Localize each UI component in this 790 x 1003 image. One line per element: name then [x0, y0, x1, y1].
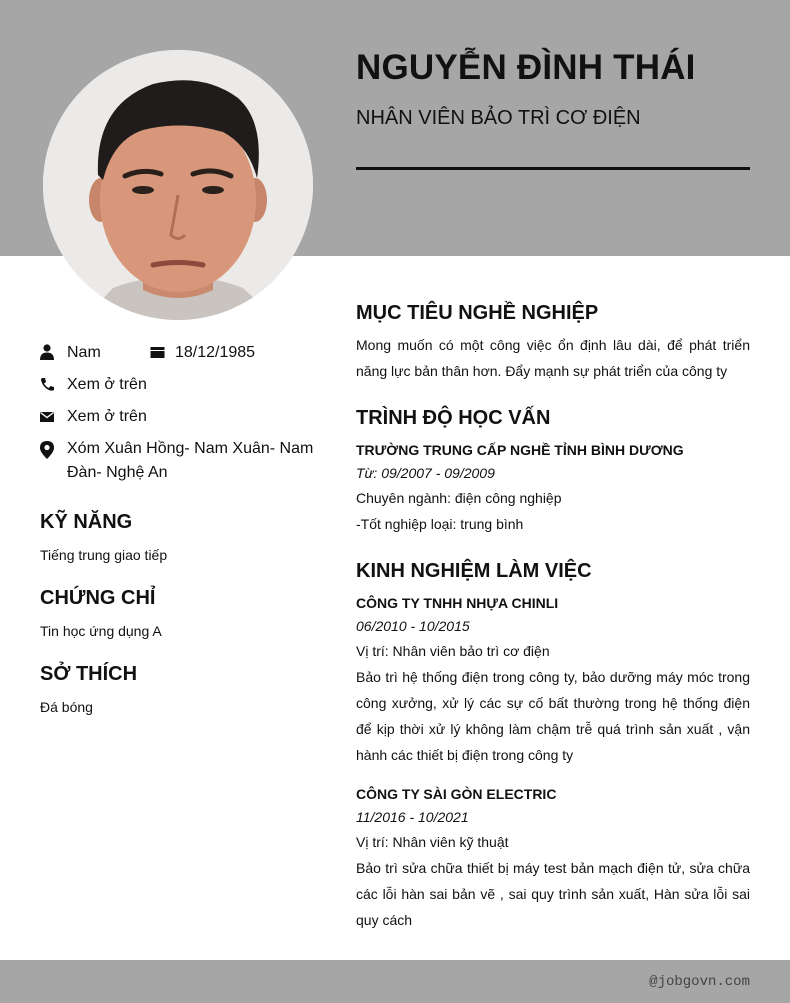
certificates-heading: CHỨNG CHỈ [40, 587, 156, 609]
job-dates: 06/2010 - 10/2015 [356, 618, 470, 634]
phone-icon [40, 376, 54, 392]
experience-heading: KINH NGHIỆM LÀM VIỆC [356, 560, 592, 582]
map-pin-icon [40, 441, 54, 459]
birthdate-value: 18/12/1985 [175, 344, 256, 361]
footer-credit: @jobgovn.com [649, 974, 750, 990]
job-company: CÔNG TY TNHH NHỰA CHINLI [356, 595, 559, 611]
objective-text: Mong muốn có một công việc ổn định lâu dài, để phát triển năng lực bản thân hơn. Đẩy mạnh sự phát triển của công ty [356, 337, 750, 379]
footer-band [0, 960, 790, 1003]
education-heading: TRÌNH ĐỘ HỌC VẤN [356, 407, 551, 429]
job-dates: 11/2016 - 10/2021 [356, 809, 469, 825]
job-description: Bảo trì sửa chữa thiết bị máy test bản mạch điện tử, sửa chữa các lỗi hàn sai bản vẽ , sai quy trình sản xuất, Hàn sửa lỗi sai quy cách [356, 860, 750, 928]
candidate-name: NGUYỄN ĐÌNH THÁI [356, 48, 696, 87]
hobbies-text: Đá bóng [40, 699, 93, 715]
calendar-icon [150, 344, 165, 360]
skills-heading: KỸ NĂNG [40, 511, 133, 533]
profile-photo [43, 50, 313, 320]
certificates-text: Tin học ứng dụng A [40, 623, 162, 639]
job-position: Vị trí: Nhân viên bảo trì cơ điện [356, 643, 550, 659]
school-name: TRƯỜNG TRUNG CẤP NGHỀ TỈNH BÌNH DƯƠNG [356, 442, 684, 458]
skills-text: Tiếng trung giao tiếp [40, 547, 168, 563]
email-value: Xem ở trên [67, 408, 147, 425]
job-position: Vị trí: Nhân viên kỹ thuật [356, 834, 509, 850]
education-dates: Từ: 09/2007 - 09/2009 [356, 465, 495, 481]
objective-heading: MỤC TIÊU NGHỀ NGHIỆP [356, 302, 599, 324]
education-grade: -Tốt nghiệp loại: trung bình [356, 516, 524, 532]
education-major: Chuyên ngành: điện công nghiệp [356, 490, 562, 506]
portrait-illustration [43, 50, 313, 320]
gender-value: Nam [67, 344, 101, 361]
header-divider [356, 167, 750, 170]
job-company: CÔNG TY SÀI GÒN ELECTRIC [356, 786, 557, 802]
job-description: Bảo trì hệ thống điện trong công ty, bảo dưỡng máy móc trong công xưởng, xử lý các sự cố bất thường trong hệ thống điện để kịp thời xử lý không làm chậm trễ quá trình sản xuất , vận hành các thiết bị điện trong công ty [356, 669, 750, 763]
phone-value: Xem ở trên [67, 376, 147, 393]
address-value: Xóm Xuân Hồng- Nam Xuân- Nam Đàn- Nghệ An [67, 440, 314, 481]
hobbies-heading: SỞ THÍCH [40, 663, 138, 685]
envelope-icon [40, 408, 54, 424]
job-title: NHÂN VIÊN BẢO TRÌ CƠ ĐIỆN [356, 107, 641, 129]
person-icon [40, 344, 54, 360]
